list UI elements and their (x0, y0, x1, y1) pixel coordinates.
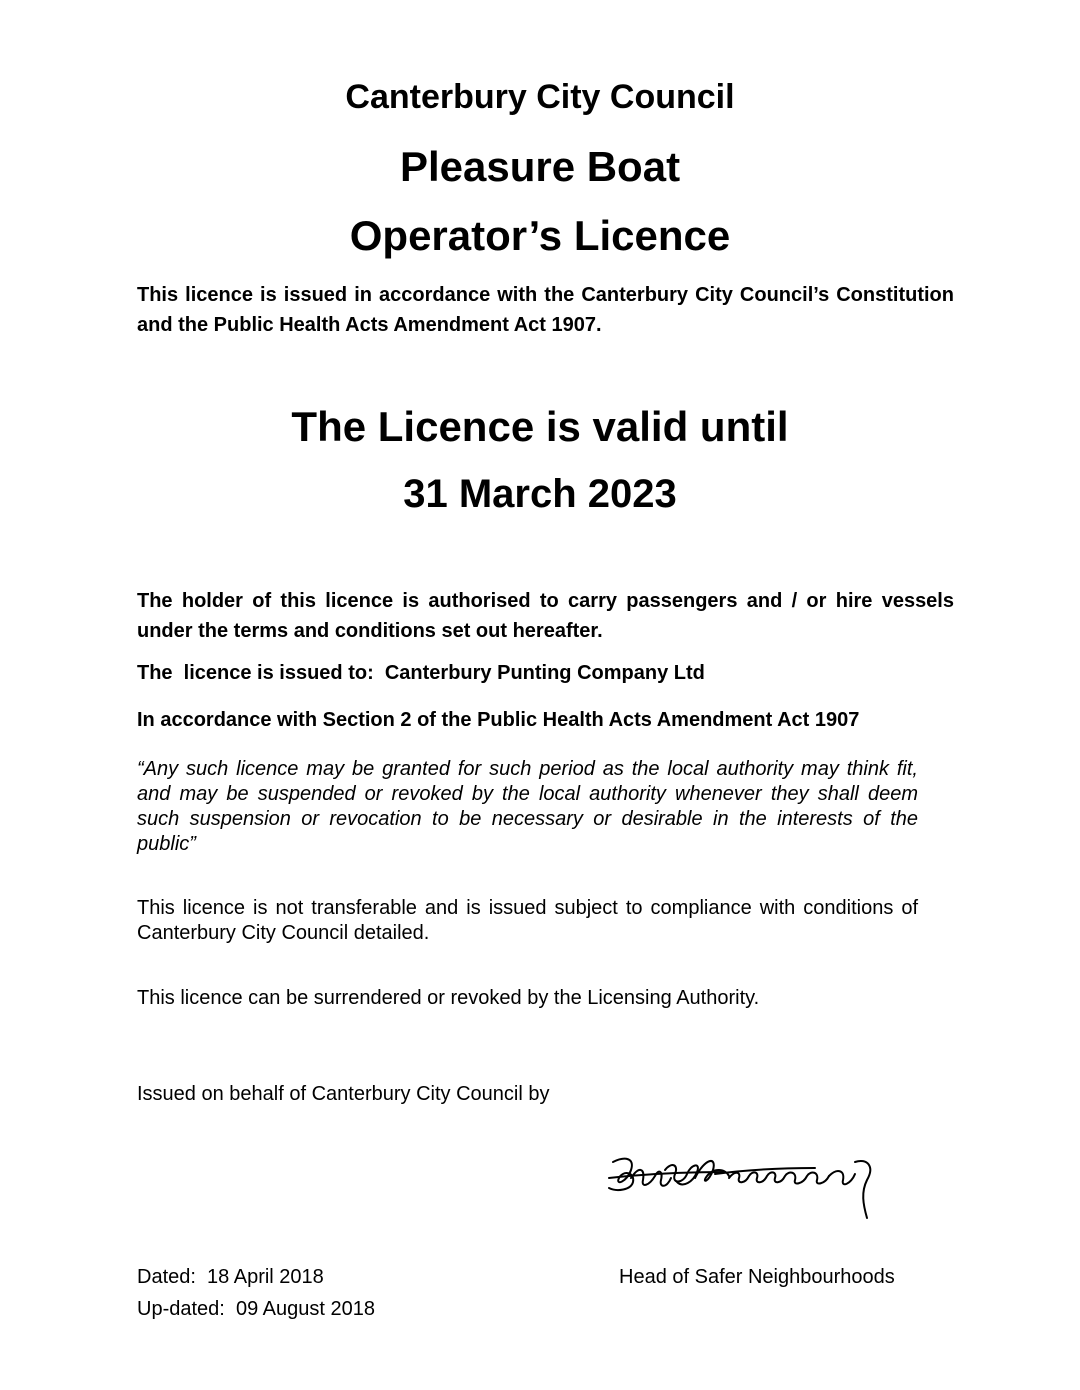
validity-heading: The Licence is valid until (291, 403, 789, 450)
issued-on-behalf: Issued on behalf of Canterbury City Council by (137, 1083, 550, 1105)
signatory-role: Head of Safer Neighbourhoods (619, 1266, 895, 1288)
legal-quote: “Any such licence may be granted for such period as the local authority may think fit, and may be suspended or revoked by the local authority whenever they shall deem such suspension or revocation to be necessary or desirable in the interests of the public” (137, 758, 918, 855)
surrender-note: This licence can be surrendered or revoked by the Licensing Authority. (137, 987, 760, 1009)
licence-holder: The licence is issued to: Canterbury Punting Company Ltd (137, 662, 705, 684)
document-title-line2: Operator’s Licence (349, 212, 731, 259)
council-name: Canterbury City Council (345, 78, 735, 116)
intro-paragraph: This licence is issued in accordance with the Canterbury City Council’s Constitution and the Public Health Acts Amendment Act 1907. (137, 284, 954, 336)
updated-line: Up-dated: 09 August 2018 (137, 1298, 375, 1320)
document-title-line1: Pleasure Boat (399, 143, 681, 190)
transfer-note: This licence is not transferable and is issued subject to compliance with conditions of Canterbury City Council detailed. (137, 897, 918, 944)
validity-date: 31 March 2023 (403, 472, 677, 516)
authorisation-paragraph: The holder of this licence is authorised to carry passengers and / or hire vessels under the terms and conditions set out hereafter. (137, 590, 954, 642)
dated-line: Dated: 18 April 2018 (137, 1266, 324, 1288)
signature-image (605, 1148, 885, 1228)
section-reference: In accordance with Section 2 of the Public Health Acts Amendment Act 1907 (137, 709, 860, 731)
